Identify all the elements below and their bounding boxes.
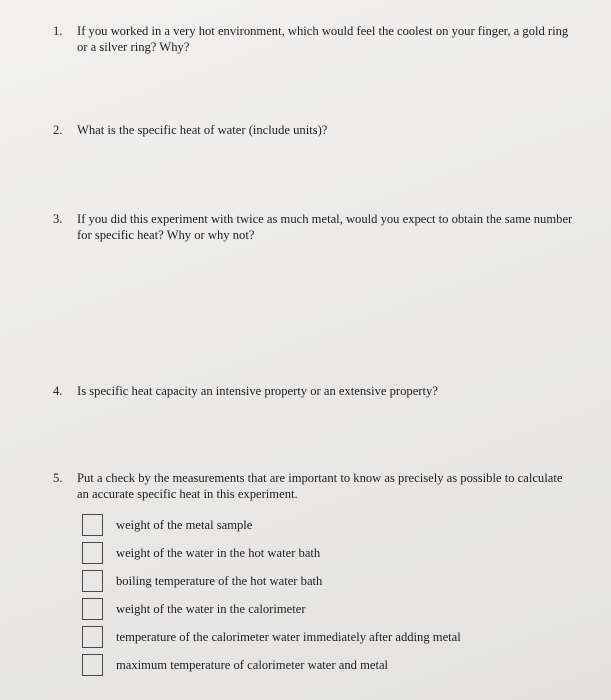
question-text: Is specific heat capacity an intensive property or an extensive property? (77, 384, 438, 398)
question-text: If you worked in a very hot environment, which would feel the coolest on your finger, a gold ring or a silver ring? Why? (77, 24, 569, 54)
question-number: 2. (53, 123, 63, 137)
checkbox[interactable] (82, 626, 103, 648)
question-4 (53, 384, 573, 400)
checkbox[interactable] (82, 598, 103, 620)
question-text: Put a check by the measurements that are important to know as precisely as possible to calculate an accurate specific heat in this experiment. (77, 471, 563, 501)
checklist-label: temperature of the calorimeter water immediately after adding metal (116, 630, 461, 644)
checklist-label: boiling temperature of the hot water bath (116, 574, 323, 588)
checkbox[interactable] (82, 654, 103, 676)
checklist-label: weight of the water in the hot water bath (116, 546, 321, 560)
question-3 (53, 212, 573, 243)
question-5 (53, 471, 573, 502)
checkbox[interactable] (82, 570, 103, 592)
question-1 (53, 24, 573, 55)
question-number: 4. (53, 384, 63, 398)
question-2 (53, 123, 573, 139)
question-number: 3. (53, 212, 63, 226)
checkbox[interactable] (82, 542, 103, 564)
checkbox[interactable] (82, 514, 103, 536)
checklist-label: weight of the metal sample (116, 518, 253, 532)
question-text: What is the specific heat of water (include units)? (77, 123, 328, 137)
question-text: If you did this experiment with twice as much metal, would you expect to obtain the same number for specific heat? Why or why not? (77, 212, 573, 242)
checklist-label: maximum temperature of calorimeter water and metal (116, 658, 389, 672)
question-number: 1. (53, 24, 63, 38)
checklist-label: weight of the water in the calorimeter (116, 602, 306, 616)
question-number: 5. (53, 471, 63, 485)
